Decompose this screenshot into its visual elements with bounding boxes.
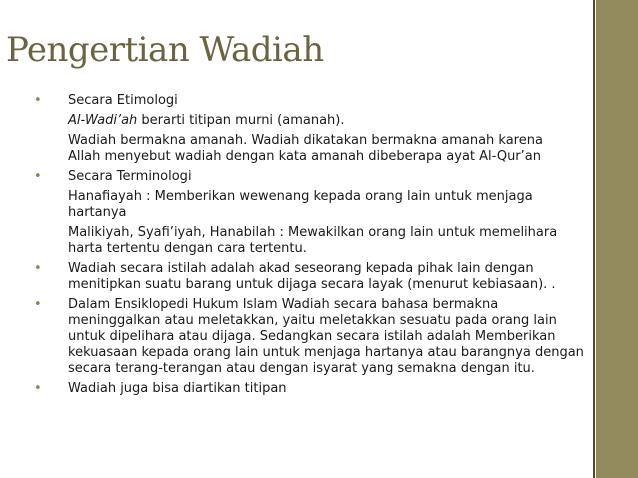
bullet-text-line: kekuasaan kepada orang lain untuk menjaga hartanya atau barangnya dengan [68, 345, 584, 360]
sub-text-line: Malikiyah, Syafi’iyah, Hanabilah : Mewakilkan orang lain untuk memelihara [68, 225, 558, 240]
bullet-icon: • [34, 93, 42, 108]
bullet-text-line: meninggalkan atau meletakkan, yaitu meletakkan sesuatu pada orang lain [68, 313, 557, 328]
bullet-icon: • [34, 381, 42, 396]
bullet-text-line: Wadiah secara istilah adalah akad seseorang kepada pihak lain dengan [68, 261, 534, 276]
bullet-text: Secara Etimologi [68, 93, 178, 108]
bullet-text: Wadiah juga bisa diartikan titipan [68, 381, 287, 396]
bullet-item-titipan [34, 381, 626, 397]
bullet-icon: • [34, 169, 42, 184]
bullet-text-line: untuk dipelihara atau dijaga. Sedangkan secara istilah adalah Memberikan [68, 329, 556, 344]
bullet-icon: • [34, 297, 42, 312]
bullet-item-ensiklopedi [34, 297, 626, 377]
bullet-text-line: Dalam Ensiklopedi Hukum Islam Wadiah secara bahasa bermakna [68, 297, 499, 312]
sub-text-line: Hanafiayah : Memberikan wewenang kepada orang lain untuk menjaga [68, 189, 533, 204]
sub-text-line: hartanya [68, 205, 127, 220]
slide-body [34, 93, 626, 401]
sub-item-amanah [34, 133, 626, 165]
sub-text-line: harta tertentu dengan cara tertentu. [68, 241, 307, 256]
sub-item-al-wadiah [34, 113, 626, 129]
sub-text-line: Wadiah bermakna amanah. Wadiah dikatakan bermakna amanah karena [68, 133, 543, 148]
bullet-item-terminologi [34, 169, 626, 185]
term-italic: Al-Wadi’ah [68, 113, 138, 128]
sub-text-line: Allah menyebut wadiah dengan kata amanah dibeberapa ayat Al-Qur’an [68, 149, 541, 164]
bullet-text-line: menitipkan suatu barang untuk dijaga secara layak (menurut kebiasaan). . [68, 277, 556, 292]
bullet-item-etimologi [34, 93, 626, 109]
bullet-text: Secara Terminologi [68, 169, 192, 184]
bullet-icon: • [34, 261, 42, 276]
sub-text: berarti titipan murni (amanah). [137, 113, 345, 128]
bullet-text-line: secara terang-terangan atau dengan isyarat yang semakna dengan itu. [68, 361, 535, 376]
bullet-item-istilah [34, 261, 626, 293]
sub-item-hanafiyah [34, 189, 626, 221]
slide-title: Pengertian Wadiah [6, 30, 324, 70]
sub-item-malikiyah [34, 225, 626, 257]
